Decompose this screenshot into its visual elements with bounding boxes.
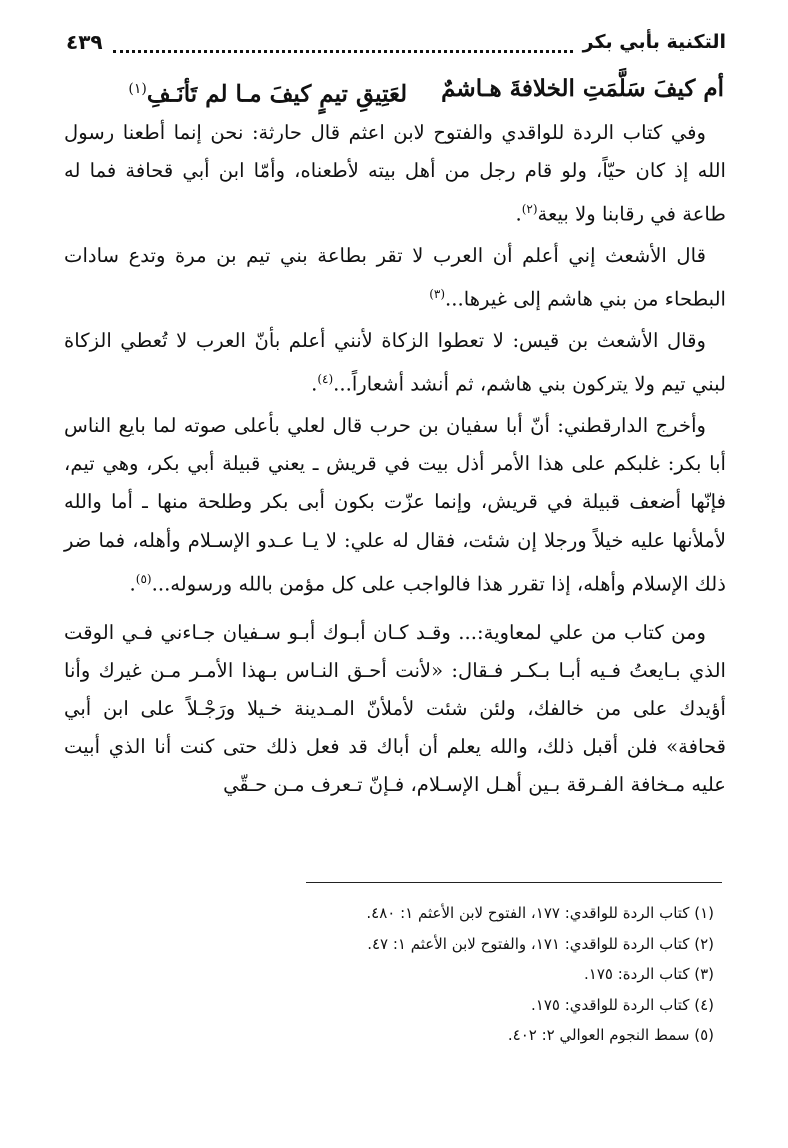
footnote-mark: (١) (128, 81, 147, 97)
page-number: ٤٣٩ (66, 30, 103, 54)
footnote-item: (٤) كتاب الردة للواقدي: ١٧٥. (530, 995, 714, 1014)
verse-second-text: لعَتِيقِ تيمٍ كيفَ مـا لم تَأنَـفِ (146, 80, 408, 108)
paragraph (64, 322, 726, 404)
footnote-mark: (٤) (317, 372, 334, 387)
paragraph-text: قال الأشعث إني أعلم أن العرب لا تقر بطاعة بني تيم بن مرة وتدع سادات البطحاء من بني هاشم إلى غيرها... (64, 244, 726, 311)
leader-dots (113, 32, 573, 53)
paragraph (64, 114, 726, 234)
paragraph (64, 614, 726, 805)
footnote-mark: (٥) (135, 571, 152, 586)
footnote-item: (١) كتاب الردة للواقدي: ١٧٧، الفتوح لابن الأعثم ١: ٤٨٠. (366, 904, 714, 922)
footnote-mark: (٣) (429, 287, 446, 302)
paragraph-text: وقال الأشعث بن قيس: لا تعطوا الزكاة لأنني أعلم بأنّ العرب لا تُعطي الزكاة لبني تيم ولا يتركون بني هاشم، ثم أنشد أشعاراً... (64, 329, 726, 396)
footnote-mark: (٢) (521, 202, 538, 217)
paragraph-text: ومن كتاب من علي لمعاوية:... وقـد كـان أبـوك أبـو سـفيان جـاءني فـي الوقت الذي بـايعتُ فـيه أبـا بـكـر فـقال: «لأنت أحـق النـاس بـهذا الأمـر مـن غيرك وأنا أؤيدك على من خالفك، ولئن شئت لأملأنّ المـدينة خـيلا ورَجْـلاً على ابن أبي قحافة» فلن أقبل ذلك، والله يعلم أن أباك قد فعل ذلك حتى كنت أنا الذي أبيت عليه مـخافة الفـرقة بـين أهـل الإسـلام، فـإنّ تـعرف مـن حـقّي (64, 620, 726, 797)
footnote-item: (٥) سمط النجوم العوالي ٢: ٤٠٢. (507, 1026, 714, 1044)
verse-first-hemistich: أم كيفَ سَلَّمَتِ الخلافةَ هـاشمٌ (441, 75, 724, 102)
verse-second-hemistich (128, 66, 407, 112)
chapter-title: التكنية بأبي بكر (582, 31, 726, 53)
paragraph (64, 407, 726, 604)
footnotes (220, 898, 714, 1051)
paragraph-tail: . (515, 202, 522, 226)
paragraph-tail: . (129, 572, 136, 596)
paragraph-text: وفي كتاب الردة للواقدي والفتوح لابن اعثم قال حارثة: نحن إنما أطعنا رسول الله إذ كان حيّاً، ولو قام رجل من أهل بيته لأطعناه، وأمّا ابن أبي قحافة فما له طاعة في رقابنا ولا بيعة (64, 121, 726, 226)
paragraph (64, 237, 726, 319)
footnote-item: (٣) كتاب الردة: ١٧٥. (584, 965, 714, 983)
footnote-separator (306, 882, 722, 883)
poem-verse (120, 66, 724, 112)
paragraph-tail: . (311, 372, 318, 396)
running-header (66, 22, 726, 62)
paragraph-text: وأخرج الدارقطني: أنّ أبا سفيان بن حرب قال لعلي بأعلى صوته لما بايع الناس أبا بكر: غلبكم على هذا الأمر أذل بيت في قريش ـ يعني قبيلة أبي بكر، وهي تيم، فإنّها أضعف قبيلة في قريش، وإنما عزّت بكون أبى بكر وطلحة منها ـ أما والله لأملأنها عليه خيلاً ورجلا إن شئت، فقال له علي: لا يـا عـدو الإسـلام وأهله، فما ضر ذلك الإسلام وأهله، إذا تقرر هذا فالواجب على كل مؤمن بالله ورسوله... (64, 414, 726, 596)
footnote-item: (٢) كتاب الردة للواقدي: ١٧١، والفتوح لابن الأعثم ١: ٤٧. (367, 934, 714, 953)
main-text (64, 114, 726, 805)
